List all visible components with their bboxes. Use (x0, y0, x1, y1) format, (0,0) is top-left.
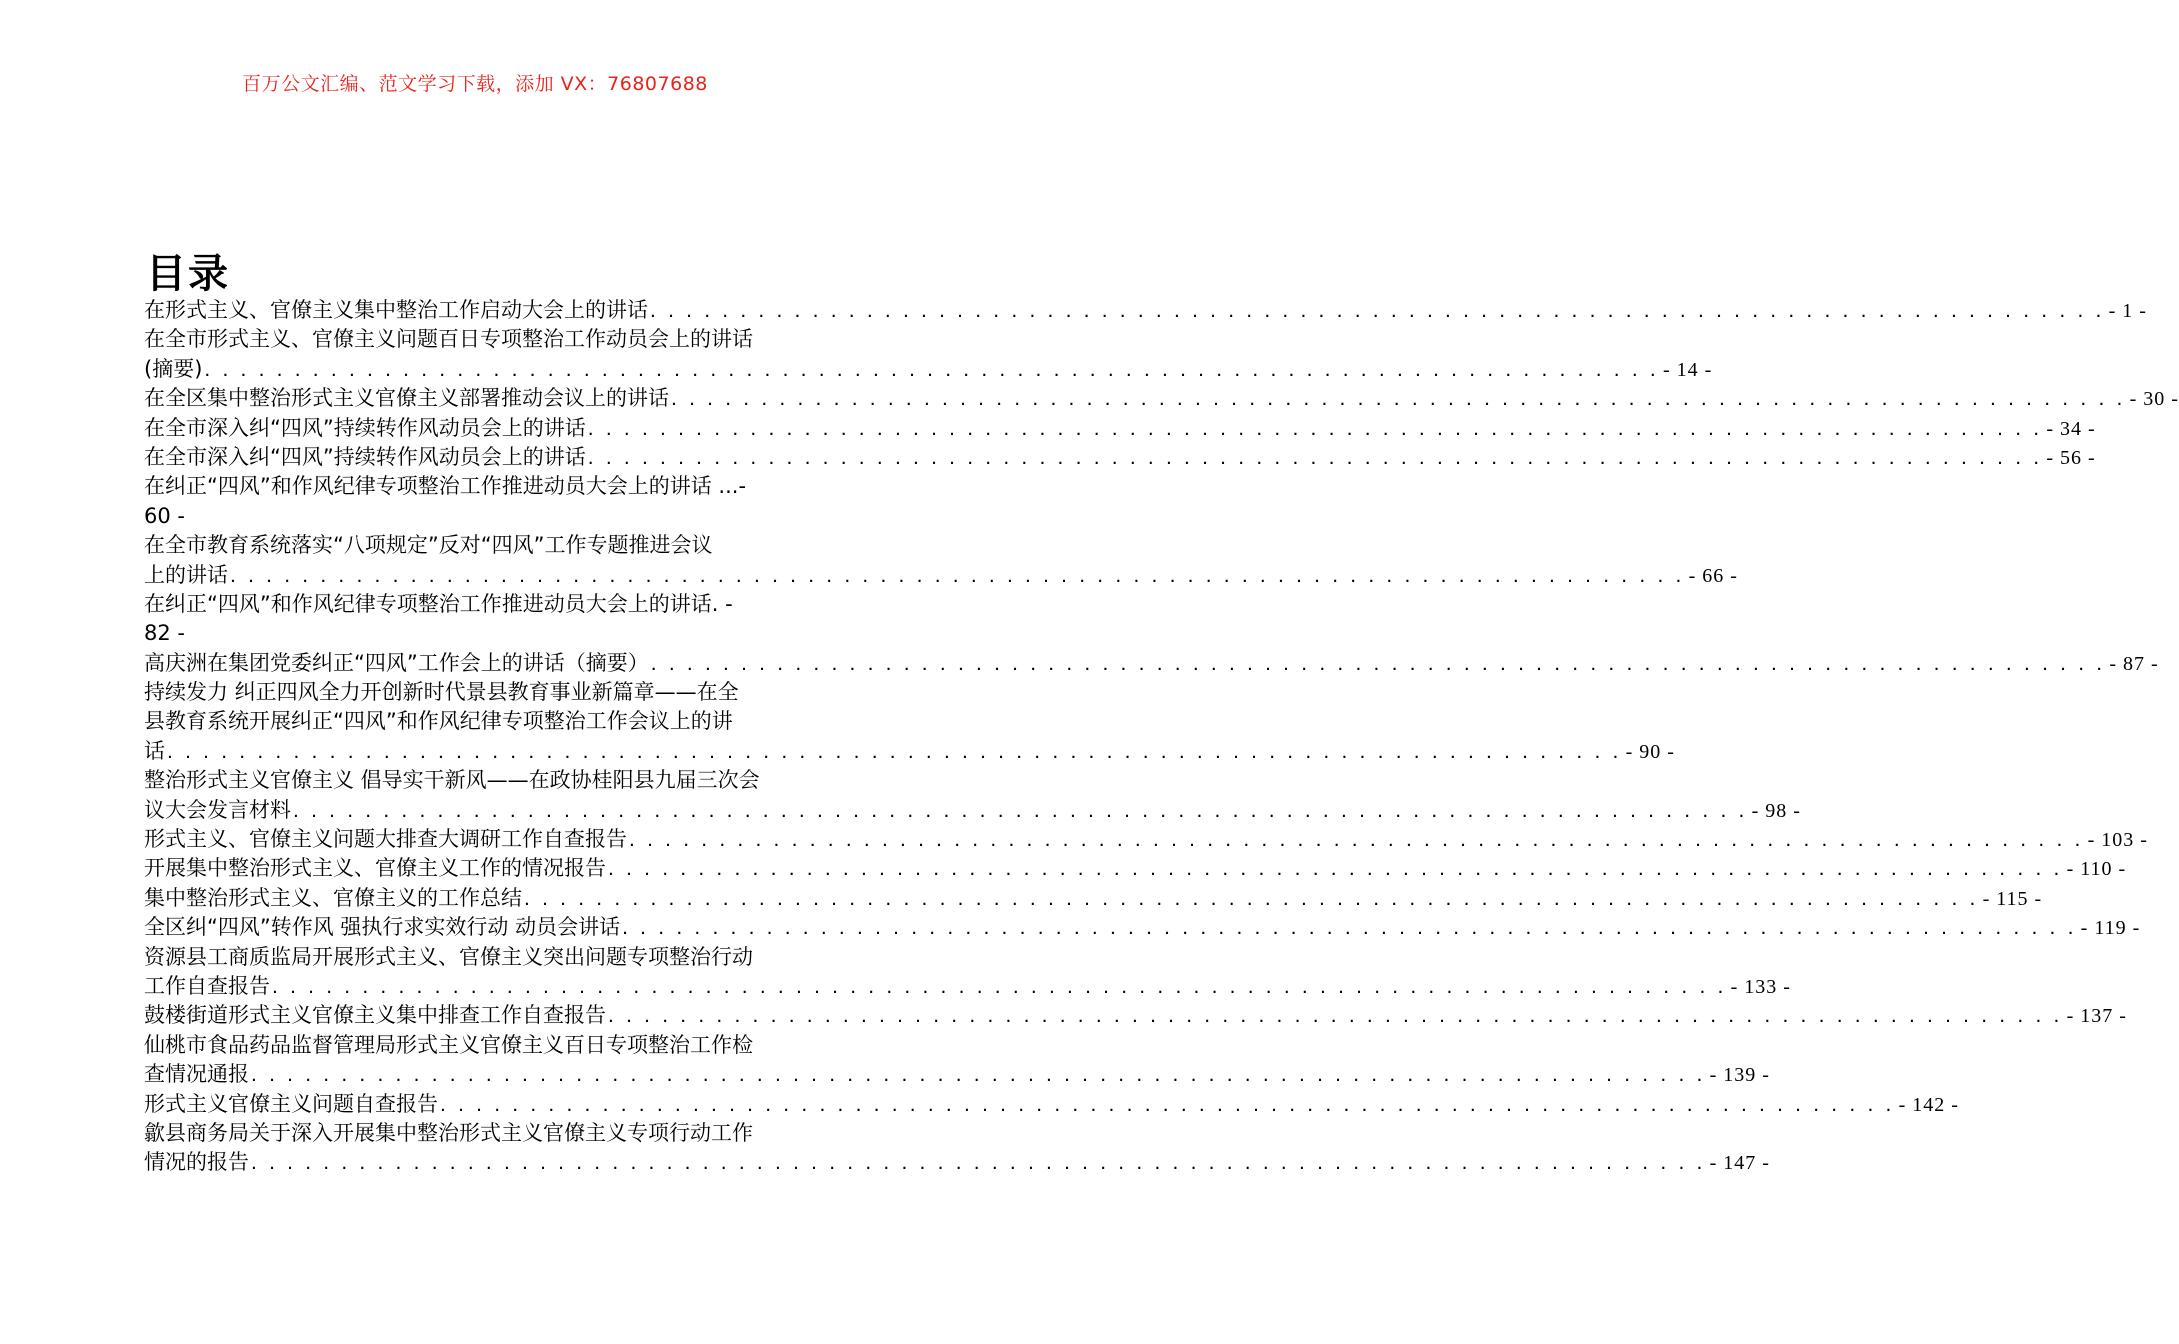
toc-entry[interactable] (144, 649, 2159, 678)
toc-entry-line (144, 1119, 812, 1148)
toc-entry-line (144, 766, 812, 795)
toc-entry[interactable] (144, 913, 2141, 942)
toc-dot-leader: . . . . . . . . . . . . . . . . . . . . . . . . . . . . . . . . . . . . . . . . . . . . . . . . . . . . . . . . . . . . . . . . . . . . . . . . . . . . . . . . . (608, 1004, 2063, 1028)
toc-entry-line (144, 325, 812, 354)
toc-entry-line (144, 414, 2096, 443)
toc-entry[interactable] (144, 472, 812, 531)
toc-dot-leader: . . . . . . . . . . . . . . . . . . . . . . . . . . . . . . . . . . . . . . . . . . . . . . . . . . . . . . . . . . . . . . . . . . . . . . . . . . . . . . . . . (293, 798, 1748, 822)
toc-page-number: - 56 - (2046, 446, 2096, 469)
toc-entry-line (144, 1060, 1770, 1089)
toc-page-number: - 139 - (1709, 1064, 1770, 1087)
toc-entry-line (144, 854, 2127, 883)
toc-entry[interactable] (144, 590, 812, 649)
toc-entry-line (144, 619, 812, 648)
toc-entry-line (144, 1001, 2127, 1030)
toc-entry-text: 议大会发言材料 (144, 797, 291, 822)
toc-entry[interactable] (144, 678, 1675, 766)
toc-page-number: - 142 - (1898, 1093, 1959, 1116)
toc-entry-text: 工作自查报告 (144, 973, 270, 998)
toc-page-number: - 1 - (2108, 300, 2147, 322)
toc-entry-text: 鼓楼街道形式主义官僚主义集中排查工作自查报告 (144, 1003, 606, 1028)
toc-dot-leader: . . . . . . . . . . . . . . . . . . . . . . . . . . . . . . . . . . . . . . . . . . . . . . . . . . . . . . . . . . . . . . . . . . . . . . . . . . . . . . . . . (524, 886, 1979, 910)
toc-dot-leader: . . . . . . . . . . . . . . . . . . . . . . . . . . . . . . . . . . . . . . . . . . . . . . . . . . . . . . . . . . . . . . . . . . . . . . . . . . . . . . . . . (204, 357, 1659, 381)
toc-entry-line (144, 825, 2148, 854)
toc-page-number: - 66 - (1688, 564, 1738, 587)
toc-entry[interactable] (144, 825, 2148, 854)
toc-entry-text: 全区纠“四风”转作风 强执行求实效行动 动员会讲话 (144, 915, 621, 940)
toc-entry[interactable] (144, 1031, 1770, 1090)
toc-page-number: - 110 - (2066, 858, 2127, 881)
toc-entry[interactable] (144, 854, 2127, 883)
toc-entry-text: 形式主义、官僚主义问题大排查大调研工作自查报告 (144, 827, 627, 852)
toc-entry-line (144, 355, 1713, 384)
toc-page-number: - 34 - (2046, 417, 2096, 440)
toc-page-number: - 90 - (1625, 740, 1675, 763)
toc-dot-leader: . . . . . . . . . . . . . . . . . . . . . . . . . . . . . . . . . . . . . . . . . . . . . . . . . . . . . . . . . . . . . . . . . . . . . . . . . . . . . . . . . (629, 828, 2084, 852)
toc-entry[interactable] (144, 1001, 2127, 1030)
toc-entry-text: 在纠正“四风”和作风纪律专项整治工作推进动员大会上的讲话. - (144, 591, 733, 616)
toc-entry[interactable] (144, 766, 1801, 825)
toc-entry-text: 集中整治形式主义、官僚主义的工作总结 (144, 885, 522, 910)
toc-entry-text: 在形式主义、官僚主义集中整治工作启动大会上的讲话 (144, 298, 648, 322)
toc-entry-text: 在全市教育系统落实“八项规定”反对“四风”工作专题推进会议 (144, 533, 713, 558)
toc-entry-text: 形式主义官僚主义问题自查报告 (144, 1091, 438, 1116)
toc-dot-leader: . . . . . . . . . . . . . . . . . . . . . . . . . . . . . . . . . . . . . . . . . . . . . . . . . . . . . . . . . . . . . . . . . . . . . . . . . . . . . . . . . (650, 299, 2105, 322)
toc-entry-text: 高庆洲在集团党委纠正“四风”工作会上的讲话（摘要） (144, 650, 649, 675)
toc-dot-leader: . . . . . . . . . . . . . . . . . . . . . . . . . . . . . . . . . . . . . . . . . . . . . . . . . . . . . . . . . . . . . . . . . . . . . . . . . . . . . . . . . (230, 563, 1685, 587)
toc-entry[interactable] (144, 531, 1738, 590)
toc-page-number: - 103 - (2087, 829, 2148, 852)
toc-entry-line (144, 443, 2096, 472)
toc-entry[interactable] (144, 1090, 1959, 1119)
toc-entry[interactable] (144, 296, 2147, 325)
toc-dot-leader: . . . . . . . . . . . . . . . . . . . . . . . . . . . . . . . . . . . . . . . . . . . . . . . . . . . . . . . . . . . . . . . . . . . . . . . . . . . . . . . . . (587, 416, 2043, 440)
toc-entry-line (144, 884, 2043, 913)
toc-entry-text: 整治形式主义官僚主义 倡导实干新风——在政协桂阳县九届三次会 (144, 768, 760, 793)
toc-entry-line (144, 737, 1675, 766)
toc-entry-text: 查情况通报 (144, 1062, 249, 1087)
toc-entry-line (144, 384, 2179, 413)
toc-page-number: - 119 - (2080, 917, 2141, 940)
toc-entry-line (144, 296, 2147, 325)
toc-dot-leader: . . . . . . . . . . . . . . . . . . . . . . . . . . . . . . . . . . . . . . . . . . . . . . . . . . . . . . . . . . . . . . . . . . . . . . . . . . . . . . . . . (251, 1063, 1706, 1087)
toc-entry-line (144, 943, 812, 972)
toc-page-number: - 87 - (2109, 652, 2159, 675)
toc-dot-leader: . . . . . . . . . . . . . . . . . . . . . . . . . . . . . . . . . . . . . . . . . . . . . . . . . . . . . . . . . . . . . . . . . . . . . . . . . . . . . . . . . (272, 974, 1727, 998)
toc-entry-text: 话 (144, 738, 165, 763)
toc-entry-text: 在全市形式主义、官僚主义问题百日专项整治工作动员会上的讲话 (144, 327, 753, 352)
toc-entry[interactable] (144, 384, 2179, 413)
toc-entry[interactable] (144, 1119, 1770, 1178)
table-of-contents (144, 296, 2179, 1178)
toc-dot-leader: . . . . . . . . . . . . . . . . . . . . . . . . . . . . . . . . . . . . . . . . . . . . . . . . . . . . . . . . . . . . . . . . . . . . . . . . . . . . . . . . . (251, 1151, 1706, 1175)
toc-dot-leader: . . . . . . . . . . . . . . . . . . . . . . . . . . . . . . . . . . . . . . . . . . . . . . . . . . . . . . . . . . . . . . . . . . . . . . . . . . . . . . . . . (622, 916, 2077, 940)
toc-entry-text: 在全市深入纠“四风”持续转作风动员会上的讲话 (144, 444, 586, 469)
toc-entry-line (144, 590, 812, 619)
toc-page-number: - 147 - (1709, 1152, 1770, 1175)
toc-entry-line (144, 1031, 812, 1060)
toc-entry-line (144, 561, 1738, 590)
toc-entry-text: 在全市深入纠“四风”持续转作风动员会上的讲话 (144, 415, 586, 440)
toc-entry-line (144, 502, 812, 531)
toc-entry-text: 开展集中整治形式主义、官僚主义工作的情况报告 (144, 856, 606, 881)
toc-page-number: - 115 - (1982, 887, 2043, 910)
toc-entry-line (144, 1090, 1959, 1119)
toc-entry[interactable] (144, 943, 1791, 1002)
toc-entry-line (144, 531, 812, 560)
toc-entry-line (144, 1148, 1770, 1177)
toc-entry-text: 资源县工商质监局开展形式主义、官僚主义突出问题专项整治行动 (144, 944, 753, 969)
toc-page-number: - 14 - (1662, 358, 1713, 381)
toc-page-number: - 137 - (2066, 1005, 2127, 1028)
toc-entry-line (144, 913, 2141, 942)
toc-entry-line (144, 972, 1791, 1001)
toc-entry-line (144, 678, 812, 707)
toc-entry-line (144, 649, 2159, 678)
toc-entry[interactable] (144, 884, 2043, 913)
toc-dot-leader: . . . . . . . . . . . . . . . . . . . . . . . . . . . . . . . . . . . . . . . . . . . . . . . . . . . . . . . . . . . . . . . . . . . . . . . . . . . . . . . . . (608, 857, 2063, 881)
toc-entry-text: 60 - (144, 503, 185, 528)
toc-entry-text: 县教育系统开展纠正“四风”和作风纪律专项整治工作会议上的讲 (144, 709, 733, 734)
toc-entry-text: 82 - (144, 621, 185, 646)
toc-dot-leader: . . . . . . . . . . . . . . . . . . . . . . . . . . . . . . . . . . . . . . . . . . . . . . . . . . . . . . . . . . . . . . . . . . . . . . . . . . . . . . . . . (671, 387, 2126, 411)
watermark-header: 百万公文汇编、范文学习下载，添加 VX：76807688 (242, 73, 708, 95)
toc-dot-leader: . . . . . . . . . . . . . . . . . . . . . . . . . . . . . . . . . . . . . . . . . . . . . . . . . . . . . . . . . . . . . . . . . . . . . . . . . . . . . . . . . (167, 739, 1622, 763)
toc-page-number: - 30 - (2129, 388, 2179, 411)
toc-entry-text: 在全区集中整治形式主义官僚主义部署推动会议上的讲话 (144, 386, 669, 411)
toc-page-number: - 98 - (1751, 799, 1801, 822)
toc-entry[interactable] (144, 414, 2096, 443)
toc-dot-leader: . . . . . . . . . . . . . . . . . . . . . . . . . . . . . . . . . . . . . . . . . . . . . . . . . . . . . . . . . . . . . . . . . . . . . . . . . . . . . . . . . (440, 1092, 1895, 1116)
toc-entry-text: 在纠正“四风”和作风纪律专项整治工作推进动员大会上的讲话 ...- (144, 474, 747, 499)
toc-entry[interactable] (144, 325, 1713, 384)
toc-entry-text: (摘要) (144, 356, 203, 381)
toc-entry-line (144, 472, 812, 501)
toc-page-number: - 133 - (1730, 975, 1791, 998)
toc-entry-text: 持续发力 纠正四风全力开创新时代景县教育事业新篇章——在全 (144, 680, 739, 705)
toc-entry-text: 仙桃市食品药品监督管理局形式主义官僚主义百日专项整治工作检 (144, 1032, 753, 1057)
toc-dot-leader: . . . . . . . . . . . . . . . . . . . . . . . . . . . . . . . . . . . . . . . . . . . . . . . . . . . . . . . . . . . . . . . . . . . . . . . . . . . . . . . . . (587, 445, 2043, 469)
toc-entry-text: 歙县商务局关于深入开展集中整治形式主义官僚主义专项行动工作 (144, 1120, 753, 1145)
toc-entry-line (144, 796, 1801, 825)
toc-title: 目录 (146, 251, 230, 297)
toc-entry-text: 情况的报告 (144, 1150, 249, 1175)
toc-entry-line (144, 707, 812, 736)
toc-dot-leader: . . . . . . . . . . . . . . . . . . . . . . . . . . . . . . . . . . . . . . . . . . . . . . . . . . . . . . . . . . . . . . . . . . . . . . . . . . . . . . . . . (650, 651, 2106, 675)
toc-entry-text: 上的讲话 (144, 562, 228, 587)
toc-entry[interactable] (144, 443, 2096, 472)
